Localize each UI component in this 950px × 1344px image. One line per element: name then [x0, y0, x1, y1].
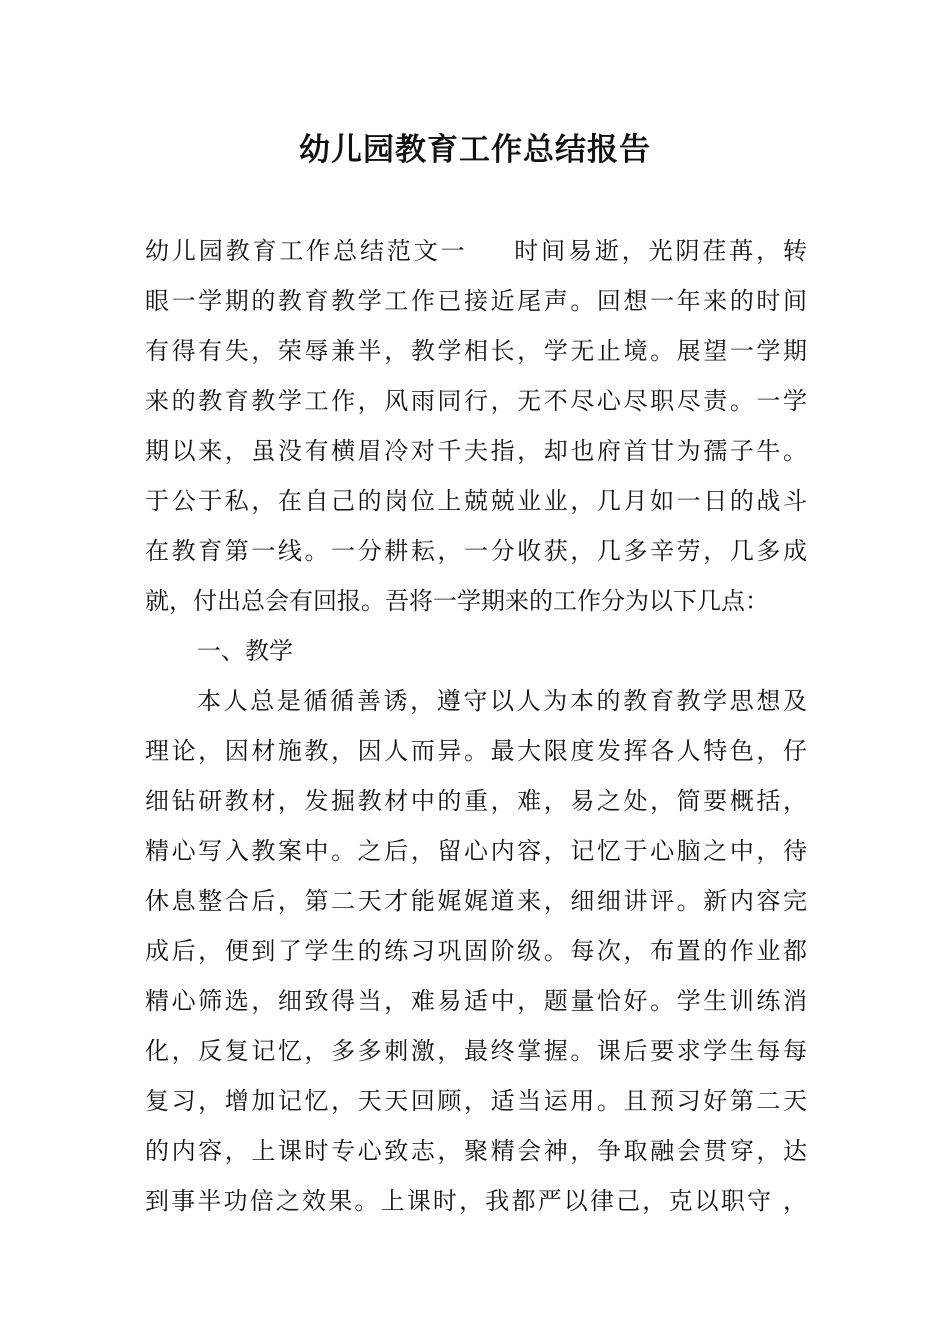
paragraph-2-line: 的内容，上课时专心致志，聚精会神，争取融会贯穿，达 [145, 1137, 807, 1165]
paragraph-1-line: 就，付出总会有回报。吾将一学期来的工作分为以下几点： [145, 587, 769, 615]
intro-line [145, 226, 807, 276]
paragraph-1-line: 有得有失，荣辱兼半，教学相长，学无止境。展望一学期 [145, 337, 807, 365]
document-title: 幼儿园教育工作总结报告 [299, 132, 651, 168]
paragraph-2-line: 到事半功倍之效果。上课时，我都严以律己，克以职守 ， [145, 1187, 807, 1215]
paragraph-1-line: 在教育第一线。一分耕耘，一分收获，几多辛劳，几多成 [145, 537, 807, 565]
paragraph-1-line: 于公于私，在自己的岗位上兢兢业业，几月如一日的战斗 [145, 487, 807, 515]
paragraph-2-line: 精心写入教案中。之后，留心内容，记忆于心脑之中，待 [145, 837, 807, 865]
paragraph-1-line: 眼一学期的教育教学工作已接近尾声。回想一年来的时间 [145, 287, 807, 315]
paragraph-2-line: 成后，便到了学生的练习巩固阶级。每次，布置的作业都 [145, 937, 807, 965]
intro-first-line: 时间易逝，光阴荏苒，转 [511, 237, 808, 265]
paragraph-2-line: 细钻研教材，发掘教材中的重，难，易之处，简要概括， [145, 787, 807, 815]
paragraph-2-line: 理论，因材施教，因人而异。最大限度发挥各人特色，仔 [145, 737, 807, 765]
section-heading: 一、教学 [197, 637, 293, 665]
paragraph-2-line: 复习，增加记忆，天天回顾，适当运用。且预习好第二天 [145, 1087, 807, 1115]
paragraph-2-line: 本人总是循循善诱，遵守以人为本的教育教学思想及 [197, 687, 807, 715]
paragraph-1-line: 期以来，虽没有横眉冷对千夫指，却也府首甘为孺子牛。 [145, 437, 807, 465]
paragraph-2-line: 休息整合后，第二天才能娓娓道来，细细讲评。新内容完 [145, 887, 807, 915]
paragraph-2-line: 化，反复记忆，多多刺激，最终掌握。课后要求学生每每 [145, 1037, 807, 1065]
paragraph-1-line: 来的教育教学工作，风雨同行，无不尽心尽职尽责。一学 [145, 387, 807, 415]
document-body [145, 226, 807, 1226]
intro-label: 幼儿园教育工作总结范文一 [145, 237, 468, 265]
paragraph-2-line: 精心筛选，细致得当，难易适中，题量恰好。学生训练消 [145, 987, 807, 1015]
